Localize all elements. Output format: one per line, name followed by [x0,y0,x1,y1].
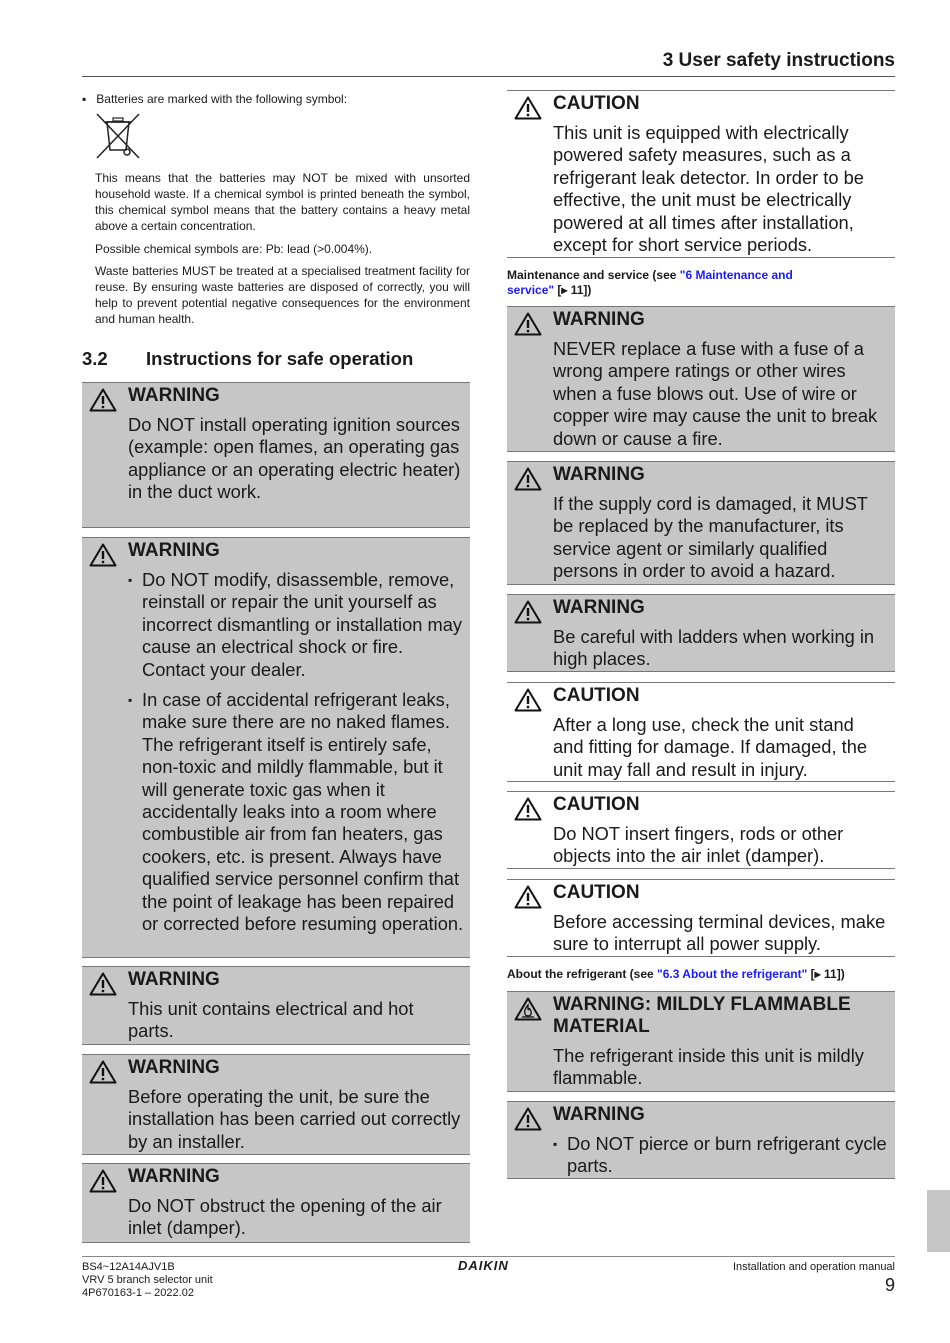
warning-icon [89,543,117,567]
battery-bullet: ▪ Batteries are marked with the following symbol: [82,92,348,106]
heading-suffix: [▸ 11]) [807,967,845,981]
maintenance-heading [507,268,837,298]
footer-rule [82,1256,895,1257]
footer-doc: 4P670163-1 – 2022.02 [82,1287,194,1299]
footer-left [82,1261,213,1300]
box-title: CAUTION [553,685,640,706]
warning-box [507,594,895,672]
section-number: 3.2 [82,348,108,369]
box-text: The refrigerant inside this unit is mildly flammable. [553,1045,864,1089]
warning-icon [89,388,117,412]
warning-icon [89,1060,117,1084]
bullet-item: ▪ In case of accidental refrigerant leaks, make sure there are no naked flames. The refrigerant itself is entirely safe, non-toxic and mildly flammable, but it will generate toxic gas when it accidentally leaks into a room where combustible air from fan heaters, gas cookers, etc. is present. Always have qualified service personnel confirm that the point of leakage has been repaired or corrected before resuming operation. [128,689,464,935]
warning-icon [514,312,542,336]
warning-icon [514,96,542,120]
battery-paragraph-3: Waste batteries MUST be treated at a specialised treatment facility for reuse. By ensuring waste batteries are disposed of correctly, you will help to prevent potential negative consequences for the environment and human health. [95,264,470,326]
daikin-logo: DAIKIN [458,1258,509,1273]
warning-box [82,966,470,1045]
warning-box [507,1101,895,1179]
box-title: WARNING [128,385,220,406]
maintenance-link[interactable]: "6 Maintenance and service" [507,268,793,297]
box-title: WARNING [128,969,220,990]
box-text: This unit is equipped with electrically powered safety measures, such as a refrigerant leak detector. In order to be effective, the unit must be electrically powered at all times after installation, except for short service periods. [553,122,864,256]
caution-box [507,879,895,957]
refrigerant-link[interactable]: "6.3 About the refrigerant" [657,967,808,981]
box-title: WARNING [128,1166,220,1187]
battery-paragraph-1: This means that the batteries may NOT be mixed with unsorted household waste. If a chemical symbol is printed beneath the symbol, this chemical symbol means that the battery contains a heavy metal above a certain concentration. [95,171,470,233]
box-title: WARNING [553,597,645,618]
box-text: Do NOT obstruct the opening of the air inlet (damper). [128,1195,442,1239]
warning-icon [514,600,542,624]
bullet-item: ▪ Do NOT pierce or burn refrigerant cycle parts. [553,1133,889,1178]
warning-icon [514,688,542,712]
warning-box [82,537,470,958]
warning-icon [89,1169,117,1193]
crossed-out-wheelie-bin-icon [95,112,141,160]
flammable-icon [514,997,542,1021]
warning-icon [514,797,542,821]
box-title: WARNING [553,1104,645,1125]
heading-suffix: [▸ 11]) [554,283,592,297]
box-title: WARNING: MILDLY FLAMMABLE MATERIAL [553,994,851,1037]
header-rule [82,76,895,77]
box-title: WARNING [553,309,645,330]
page-header-title: 3 User safety instructions [662,50,895,71]
heading-prefix: About the refrigerant (see [507,967,658,981]
heading-prefix: Maintenance and service (see [507,268,680,282]
box-text: NEVER replace a fuse with a fuse of a wrong ampere ratings or other wires when a fuse blows out. Use of wire or copper wire may cause the unit to break down or cause a fire. [553,338,878,449]
box-text: Be careful with ladders when working in high places. [553,626,875,670]
warning-box [507,306,895,452]
caution-box [507,90,895,258]
warning-icon [514,885,542,909]
warning-icon [89,972,117,996]
box-text: This unit contains electrical and hot parts. [128,998,414,1042]
flammable-warning-box [507,991,895,1092]
caution-box [507,682,895,782]
box-title: WARNING [553,464,645,485]
section-title: Instructions for safe operation [146,348,414,369]
warning-icon [514,1107,542,1131]
refrigerant-heading [507,967,895,982]
box-title: CAUTION [553,882,640,903]
warning-box [82,1163,470,1243]
battery-paragraph-2: Possible chemical symbols are: Pb: lead (>0.004%). [95,242,373,256]
box-title: CAUTION [553,93,640,114]
warning-box [82,1054,470,1155]
footer-product: VRV 5 branch selector unit [82,1274,213,1286]
footer-model: BS4~12A14AJV1B [82,1261,175,1273]
box-text: Do NOT insert fingers, rods or other objects into the air inlet (damper). [553,823,844,867]
box-title: CAUTION [553,794,640,815]
warning-box [507,461,895,585]
warning-icon [514,467,542,491]
box-text: If the supply cord is damaged, it MUST be replaced by the manufacturer, its service agent or similarly qualified persons in order to avoid a hazard. [553,493,868,582]
box-text: Do NOT install operating ignition sources (example: open flames, an operating gas appliance or an operating electric heater) in the duct work. [128,414,461,503]
warning-box [82,382,470,528]
bullet-item: ▪ Do NOT modify, disassemble, remove, reinstall or repair the unit yourself as incorrect dismantling or installation may cause an electrical shock or fire. Contact your dealer. [128,569,464,681]
chapter-tab [927,1190,950,1252]
page-number: 9 [884,1275,895,1295]
box-title: WARNING [128,540,220,561]
caution-box [507,791,895,869]
box-text: Before accessing terminal devices, make sure to interrupt all power supply. [553,911,886,955]
footer-manual: Installation and operation manual [732,1261,895,1273]
battery-bullet-text: Batteries are marked with the following symbol: [96,92,348,106]
box-bullet-list [128,569,464,944]
box-text: After a long use, check the unit stand and fitting for damage. If damaged, the unit may fall and result in injury. [553,714,868,780]
box-bullet-list [553,1133,889,1186]
box-text: Before operating the unit, be sure the installation has been carried out correctly by an installer. [128,1086,461,1152]
box-title: WARNING [128,1057,220,1078]
